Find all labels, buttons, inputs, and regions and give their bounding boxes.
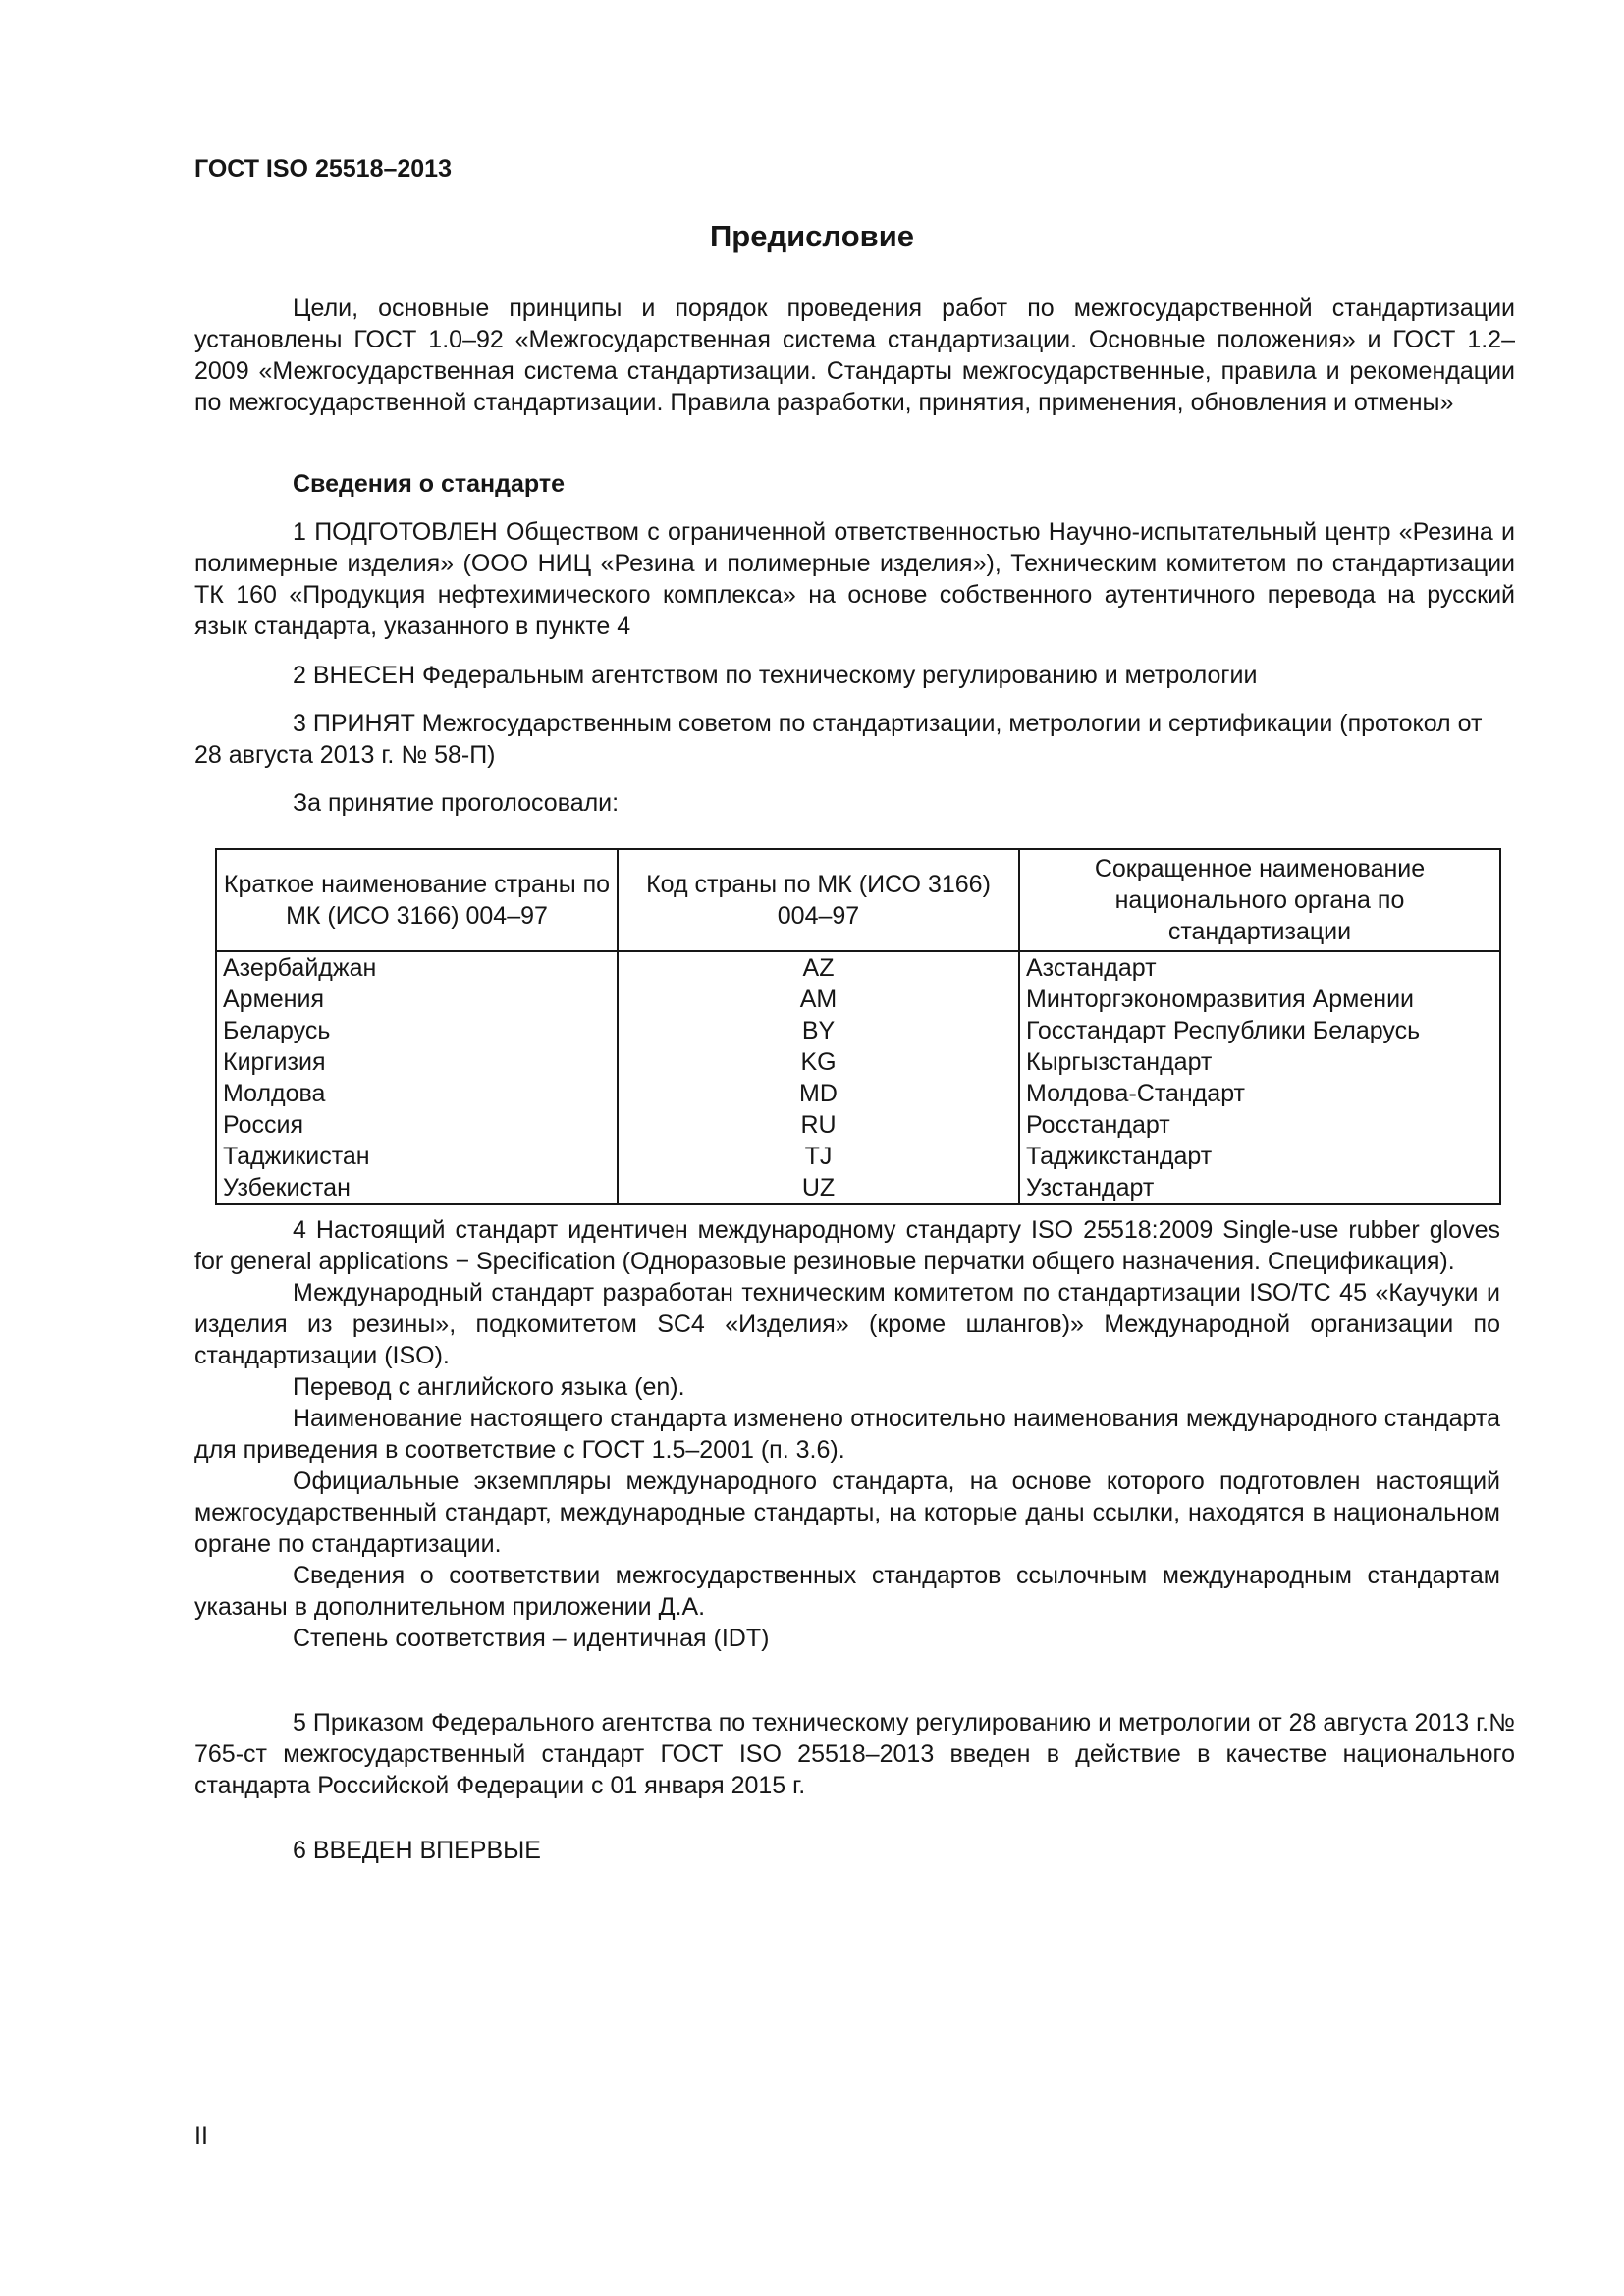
agency-cell: Молдова-Стандарт <box>1019 1078 1500 1109</box>
item-4-paragraph-4: Наименование настоящего стандарта изменено относительно наименования международного стандарта для приведения в соответствие с ГОСТ 1.5–2001 (п. 3.6). <box>194 1405 1500 1464</box>
code-cell: UZ <box>618 1172 1019 1204</box>
item-3-paragraph: 3 ПРИНЯТ Межгосударственным советом по стандартизации, метрологии и сертификации (протокол от 28 августа 2013 г. № 58-П) <box>194 710 1483 769</box>
header-country: Краткое наименование страны по МК (ИСО 3166) 004–97 <box>216 849 618 951</box>
agency-cell: Госстандарт Республики Беларусь <box>1019 1015 1500 1046</box>
country-cell: Таджикистан <box>216 1141 618 1172</box>
agency-cell: Росстандарт <box>1019 1109 1500 1141</box>
table-row <box>216 1172 1500 1204</box>
country-cell: Беларусь <box>216 1015 618 1046</box>
table-row <box>216 951 1500 984</box>
table-header-row <box>216 849 1500 951</box>
code-cell: MD <box>618 1078 1019 1109</box>
table-row <box>216 1046 1500 1078</box>
country-cell: Азербайджан <box>216 951 618 984</box>
page-number: II <box>194 2122 208 2150</box>
code-cell: KG <box>618 1046 1019 1078</box>
country-cell: Россия <box>216 1109 618 1141</box>
table-row <box>216 1141 1500 1172</box>
item-1-paragraph: 1 ПОДГОТОВЛЕН Обществом с ограниченной ответственностью Научно-испытательный центр «Резина и полимерные изделия» (ООО НИЦ «Резина и полимерные изделия»), Техническим комитетом по стандартизации ТК 160 «Продукция нефтехимического комплекса» на основе собственного аутентичного перевода на русский язык стандарта, указанного в пункте 4 <box>194 518 1515 640</box>
item-4-paragraph-2: Международный стандарт разработан техническим комитетом по стандартизации ISO/TC 45 «Каучуки и изделия из резины», подкомитетом SC4 «Изделия» (кроме шлангов)» Международной организации по стандартизации (ISO). <box>194 1279 1500 1369</box>
page-title: Предисловие <box>709 219 914 253</box>
item-4-section <box>194 1214 1500 1654</box>
code-cell: TJ <box>618 1141 1019 1172</box>
doc-code-header: ГОСТ ISO 25518–2013 <box>194 155 452 183</box>
table-row <box>216 1078 1500 1109</box>
item-4-paragraph-1: 4 Настоящий стандарт идентичен международному стандарту ISO 25518:2009 Single-use rubber gloves for general applications − Specification (Одноразовые резиновые перчатки общего назначения. Спецификация). <box>194 1216 1500 1275</box>
info-heading: Сведения о стандарте <box>293 470 566 498</box>
item-4-paragraph-5: Официальные экземпляры международного стандарта, на основе которого подготовлен настоящий межгосударственный стандарт, международные стандарты, на которые даны ссылки, находятся в национальном органе по стандартизации. <box>194 1468 1500 1558</box>
item-6-paragraph: 6 ВВЕДЕН ВПЕРВЫЕ <box>293 1837 541 1864</box>
code-cell: RU <box>618 1109 1019 1141</box>
country-cell: Молдова <box>216 1078 618 1109</box>
header-code: Код страны по МК (ИСО 3166) 004–97 <box>618 849 1019 951</box>
item-2-paragraph: 2 ВНЕСЕН Федеральным агентством по техническому регулированию и метрологии <box>293 662 1258 689</box>
code-cell: BY <box>618 1015 1019 1046</box>
item-4-paragraph-7: Степень соответствия – идентичная (IDT) <box>293 1625 770 1652</box>
country-cell: Узбекистан <box>216 1172 618 1204</box>
agency-cell: Узстандарт <box>1019 1172 1500 1204</box>
header-agency: Сокращенное наименование национального органа по стандартизации <box>1019 849 1500 951</box>
agency-cell: Минторгэкономразвития Армении <box>1019 984 1500 1015</box>
table-row <box>216 1015 1500 1046</box>
code-cell: AM <box>618 984 1019 1015</box>
table-row <box>216 984 1500 1015</box>
agency-cell: Кыргызстандарт <box>1019 1046 1500 1078</box>
code-cell: AZ <box>618 951 1019 984</box>
country-cell: Армения <box>216 984 618 1015</box>
voting-table <box>215 848 1501 1205</box>
intro-paragraph: Цели, основные принципы и порядок проведения работ по межгосударственной стандартизации установлены ГОСТ 1.0–92 «Межгосударственная система стандартизации. Основные положения» и ГОСТ 1.2–2009 «Межгосударственная система стандартизации. Стандарты межгосударственные, правила и рекомендации по межгосударственной стандартизации. Правила разработки, принятия, применения, обновления и отмены» <box>194 294 1515 416</box>
agency-cell: Таджикстандарт <box>1019 1141 1500 1172</box>
item-5-paragraph: 5 Приказом Федерального агентства по техническому регулированию и метрологии от 28 августа 2013 г.№ 765-ст межгосударственный стандарт ГОСТ ISO 25518–2013 введен в действие в качестве национального стандарта Российской Федерации с 01 января 2015 г. <box>194 1709 1515 1799</box>
item-4-paragraph-3: Перевод с английского языка (en). <box>293 1373 685 1401</box>
table-row <box>216 1109 1500 1141</box>
country-cell: Киргизия <box>216 1046 618 1078</box>
vote-intro: За принятие проголосовали: <box>293 789 620 817</box>
agency-cell: Азстандарт <box>1019 951 1500 984</box>
item-4-paragraph-6: Сведения о соответствии межгосударственных стандартов ссылочным международным стандартам указаны в дополнительном приложении Д.А. <box>194 1562 1500 1621</box>
